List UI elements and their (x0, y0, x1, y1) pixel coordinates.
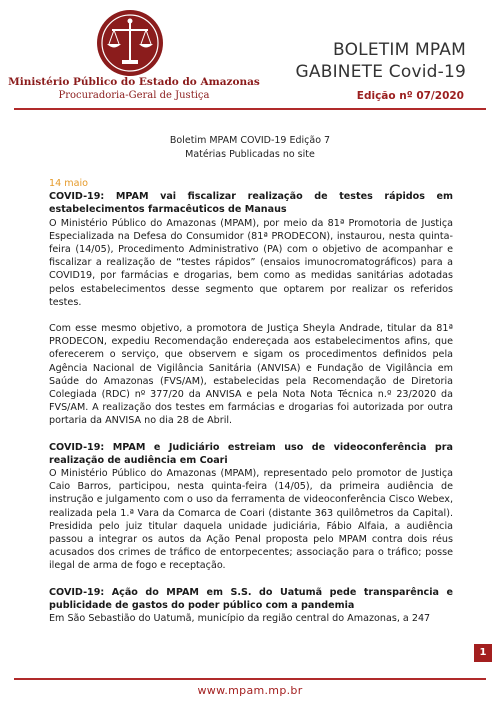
article-paragraph: O Ministério Público do Amazonas (MPAM), por meio da 81ª Promotoria de Justiça Especializada na Defesa do Consumidor (81ª PRODECON), instaurou, nesta quinta-feira (14/05), Procedimento Administrativo (PA) com o objetivo de acompanhar e fiscalizar a realização de “testes rápidos” (ensaios imunocromatográficos) para a COVID19, por farmácias e drogarias, bem como as medidas sanitárias adotadas pelos estabelecimentos desse segmento que optarem por realizar os referidos testes. (49, 217, 453, 308)
footer-divider (14, 678, 486, 680)
org-subtitle: Procuradoria-Geral de Justiça (58, 90, 210, 101)
article-title-link[interactable]: COVID-19: Ação do MPAM em S.S. do Uatumã pede transparência e publicidade de gastos do poder público com a pandemia (49, 586, 453, 611)
article-paragraph: Em São Sebastião do Uatumã, município da região central do Amazonas, a 247 (49, 613, 431, 625)
edition-number: Edição nº 07/2020 (356, 90, 464, 102)
website-link[interactable]: www.mpam.mp.br (197, 684, 303, 697)
article-title-link[interactable]: COVID-19: MPAM e Judiciário estreiam uso de videoconferência pra realização de audiência em Coari (49, 441, 453, 466)
page-footer (0, 668, 500, 707)
article-3 (49, 586, 453, 626)
subhead-line-1: Boletim MPAM COVID-19 Edição 7 (169, 135, 331, 146)
article-paragraph: Com esse mesmo objetivo, a promotora de Justiça Sheyla Andrade, titular da 81ª PRODECON, expediu Recomendação endereçada aos estabelecimentos afins, que oferecerem o serviço, que observem e sigam os procedimentos definidos pela Agência Nacional de Vigilância Sanitária (ANVISA) e Fundação de Vigilância em Saúde do Amazonas (FVS/AM), estabelecidas pela Recomendação de Diretoria Colegiada (RDC) nº 377/20 da ANVISA e pela Nota Nota Técnica n.º 23/2020 da FVS/AM. A realização dos testes em farmácias e drogarias foi autorizada por outra portaria da ANVISA no dia 28 de Abril. (49, 323, 453, 427)
bulletin-subhead (0, 134, 500, 162)
header-divider (14, 108, 486, 110)
subhead-line-2: Matérias Publicadas no site (185, 149, 315, 160)
bulletin-title: BOLETIM MPAM (333, 40, 466, 60)
article-title-link[interactable]: COVID-19: MPAM vai fiscalizar realização de testes rápidos em estabelecimentos farmacêuticos de Manaus (49, 191, 453, 216)
article-2 (49, 441, 453, 573)
article-1 (49, 177, 453, 428)
page-number-badge: 1 (474, 644, 492, 662)
articles-body (49, 177, 453, 638)
article-date: 14 maio (49, 178, 89, 189)
scales-of-justice-seal-icon (90, 8, 170, 78)
article-paragraph: O Ministério Público do Amazonas (MPAM), representado pelo promotor de Justiça Caio Barros, participou, nesta quinta-feira (14/05), da primeira audiência de instrução e julgamento com o uso da ferramenta de videoconferência Cisco Webex, realizada pela 1.ª Vara da Comarca de Coari (distante 363 quilômetros da Capital). Presidida pelo juiz titular daquela unidade judiciária, Fábio Alfaia, a audiência passou a integrar os autos da Ação Penal proposta pelo MPAM contra dois réus acusados dos crimes de tráfico de entorpecentes; associação para o tráfico; posse ilegal de arma de fogo e receptação. (49, 468, 453, 572)
org-name: Ministério Público do Estado do Amazonas (8, 76, 260, 88)
bulletin-subtitle: GABINETE Covid-19 (295, 62, 466, 82)
page-header (0, 0, 500, 112)
